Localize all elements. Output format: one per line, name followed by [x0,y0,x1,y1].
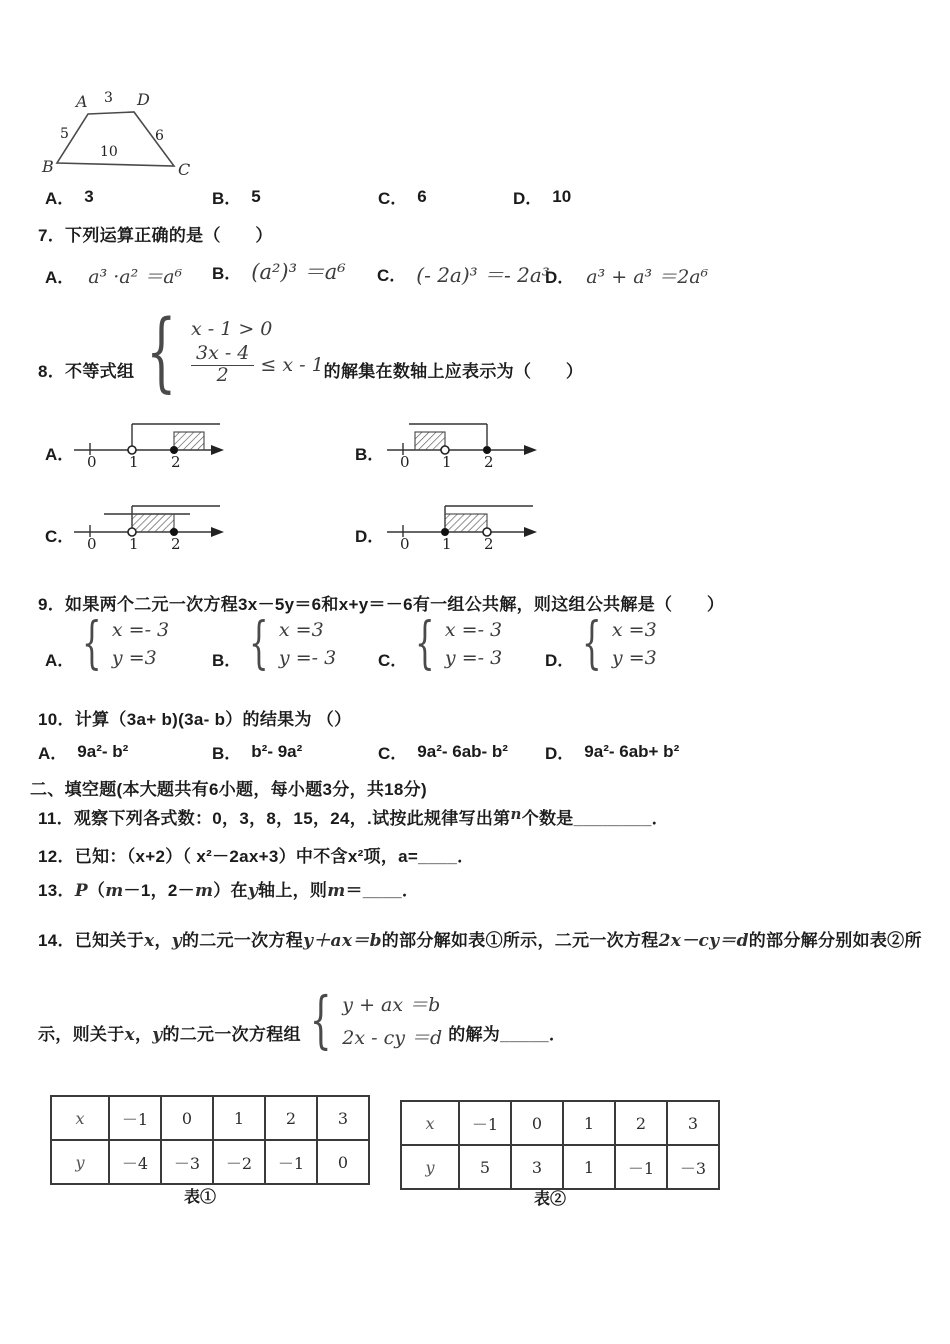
option-formula: 9a²- 6ab- b² [417,741,508,761]
q7-option-c [377,250,550,296]
option-label: A． [38,744,68,763]
q10-stem: 10．计算（3a+ b)(3a- b）的结果为 （） [38,710,352,729]
section2-heading: 二、填空题(本大题共有6小题，每小题3分，共18分) [30,780,427,799]
cell: －2 [213,1140,265,1184]
cell: y [51,1140,109,1184]
cell: 2 [265,1096,317,1140]
table-1 [50,1095,370,1185]
q7-option-a [45,252,182,298]
vertex-d-label: D [137,90,150,109]
tick-2: 2 [171,453,181,470]
vertex-a-label: A [76,92,88,111]
q7-option-d [545,252,708,298]
q9-option-b: B． { x =3 y =- 3 [212,610,337,676]
table-2-caption: 表② [533,1191,566,1208]
option-label: B． [212,189,242,208]
option-formula: 9a²- 6ab+ b² [584,741,680,761]
q8-stem: 8．不等式组 { x - 1 > 0 $\frac{3x - 4}{2}$ ≤ x - 1 的解集在数轴上应表示为（ ） [38,302,584,402]
q6-option-b [212,184,261,209]
fraction-denominator: 2 [216,364,229,386]
q7-stem: 7．下列运算正确的是（ ） [38,226,273,245]
q12-stem: 12．已知：（x+2）（ x²－2ax+3）中不含x²项，a=____． [38,847,475,866]
option-formula: (- 2a)³ ＝- 2a³ [416,262,550,287]
q6-option-d [513,184,571,209]
cell: x [401,1101,459,1145]
option-label: C． [378,189,408,208]
q10-option-b [212,739,302,764]
q8-option-a-label: A． [45,445,75,464]
solution-y: y =3 [611,646,657,669]
cell: 3 [511,1145,563,1189]
tick-2: 2 [484,453,494,470]
side-bc-label: 10 [100,144,118,160]
tick-1: 1 [442,453,452,470]
trapezoid-figure [38,86,238,182]
option-label: C． [378,744,408,763]
solution-x: x =3 [278,618,324,641]
tick-0: 0 [400,535,410,552]
vertex-b-label: B [42,157,54,176]
option-formula: a³ + a³ ＝2a⁶ [586,265,709,288]
equation-1: y + ax ＝b [342,994,441,1016]
q10-option-d [545,739,679,764]
solution-y: y =- 3 [278,646,337,669]
q8-option-d-label: D． [355,527,385,546]
numberline-c [72,494,232,552]
hatch-region [132,514,174,532]
option-formula: (a²)³ ＝a⁶ [251,260,346,284]
tick-0: 0 [87,535,97,552]
tick-1: 1 [129,535,139,552]
cell: 1 [563,1145,615,1189]
q10-option-a [38,739,128,764]
cell: x [51,1096,109,1140]
hatch-region [415,432,445,450]
q8-option-c-label: C． [45,527,75,546]
tick-2: 2 [484,535,494,552]
solution-x: x =3 [611,618,657,641]
cell: 3 [317,1096,369,1140]
q11-stem: 11．观察下列各式数：0，3，8，15，24，.试按此规律写出第n个数是________． [38,805,669,828]
cell: －1 [615,1145,667,1189]
cell: 0 [511,1101,563,1145]
hatch-region [174,432,204,450]
q8-prefix: 8．不等式组 [38,361,135,381]
cell: 1 [213,1096,265,1140]
q7-option-b [212,248,346,294]
tick-1: 1 [442,535,452,552]
option-label: C． [378,651,408,670]
solution-y: y =- 3 [444,646,503,669]
solution-y: y =3 [111,646,157,669]
tick-0: 0 [87,453,97,470]
cell: y [401,1145,459,1189]
q14-line2-tail: 的解为_____． [448,1024,567,1044]
option-label: D． [513,189,543,208]
option-label: D． [545,651,575,670]
cell: －4 [109,1140,161,1184]
cell: 0 [317,1140,369,1184]
fraction-numerator: 3x - 4 [191,344,254,366]
solution-x: x =- 3 [111,618,170,641]
table-row [51,1140,369,1184]
tick-1: 1 [129,453,139,470]
option-label: B． [212,744,242,763]
cell: 2 [615,1101,667,1145]
option-label: C． [377,265,407,285]
q9-option-a: A． { x =- 3 y =3 [45,610,170,676]
q6-option-a [45,184,94,209]
tick-0: 0 [400,453,410,470]
side-ad-label: 3 [104,90,113,106]
side-dc-label: 6 [155,128,164,144]
numberline-d [385,494,545,552]
cell: －3 [161,1140,213,1184]
q6-option-c [378,184,427,209]
cell: －1 [109,1096,161,1140]
solution-x: x =- 3 [444,618,503,641]
q9-stem: 9．如果两个二元一次方程3x－5y＝6和x+y＝－6有一组公共解，则这组公共解是（ ） [38,595,725,614]
cell: －3 [667,1145,719,1189]
q14-line1: 14．已知关于x，y的二元一次方程y＋ax＝b的部分解如表①所示，二元一次方程2x－cy＝d的部分解分别如表②所 [38,931,922,951]
q10-option-c [378,739,508,764]
cell: 5 [459,1145,511,1189]
equation-2: 2x - cy ＝d [342,1027,443,1049]
tick-2: 2 [171,535,181,552]
cell: 3 [667,1101,719,1145]
q14-line2-head: 示，则关于x，y的二元一次方程组 [38,1024,301,1045]
option-label: B． [212,651,242,670]
q8-inequality-2: ≤ x - 1 [260,354,324,376]
table-1-caption: 表① [183,1189,216,1206]
option-value: 10 [552,186,572,206]
option-label: D． [545,744,575,763]
table-2 [400,1100,720,1190]
table-row [401,1101,719,1145]
option-label: A． [45,267,75,287]
table-row [51,1096,369,1140]
option-label: D． [545,267,575,287]
option-label: A． [45,651,75,670]
cell: 1 [563,1101,615,1145]
side-ab-label: 5 [60,126,69,142]
option-label: A． [45,189,75,208]
cell: －1 [459,1101,511,1145]
numberline-b [385,412,545,470]
q9-option-c: C． { x =- 3 y =- 3 [378,610,503,676]
option-formula: b²- 9a² [251,741,303,761]
q13-stem: 13．P（m－1，2－m）在y轴上，则m＝____． [38,881,420,901]
q8-inequality-1: x - 1 > 0 [190,318,273,341]
cell: －1 [265,1140,317,1184]
option-value: 5 [251,186,261,206]
vertex-c-label: C [178,160,191,179]
hatch-region [445,514,487,532]
option-label: B． [212,263,242,283]
option-formula: a³ ·a² ＝a⁶ [88,265,183,288]
q8-suffix: 的解集在数轴上应表示为（ ） [323,361,584,381]
table-row [401,1145,719,1189]
option-value: 3 [84,186,94,206]
option-value: 6 [417,186,427,206]
numberline-a [72,412,232,470]
cell: 0 [161,1096,213,1140]
q9-option-d: D． { x =3 y =3 [545,610,657,676]
q8-option-b-label: B． [355,445,385,464]
q14-line2: 示，则关于x，y的二元一次方程组 { y + ax ＝b 2x - cy ＝d 的解为_____． [38,983,567,1056]
option-formula: 9a²- b² [77,741,129,761]
q8-fraction [191,344,254,386]
